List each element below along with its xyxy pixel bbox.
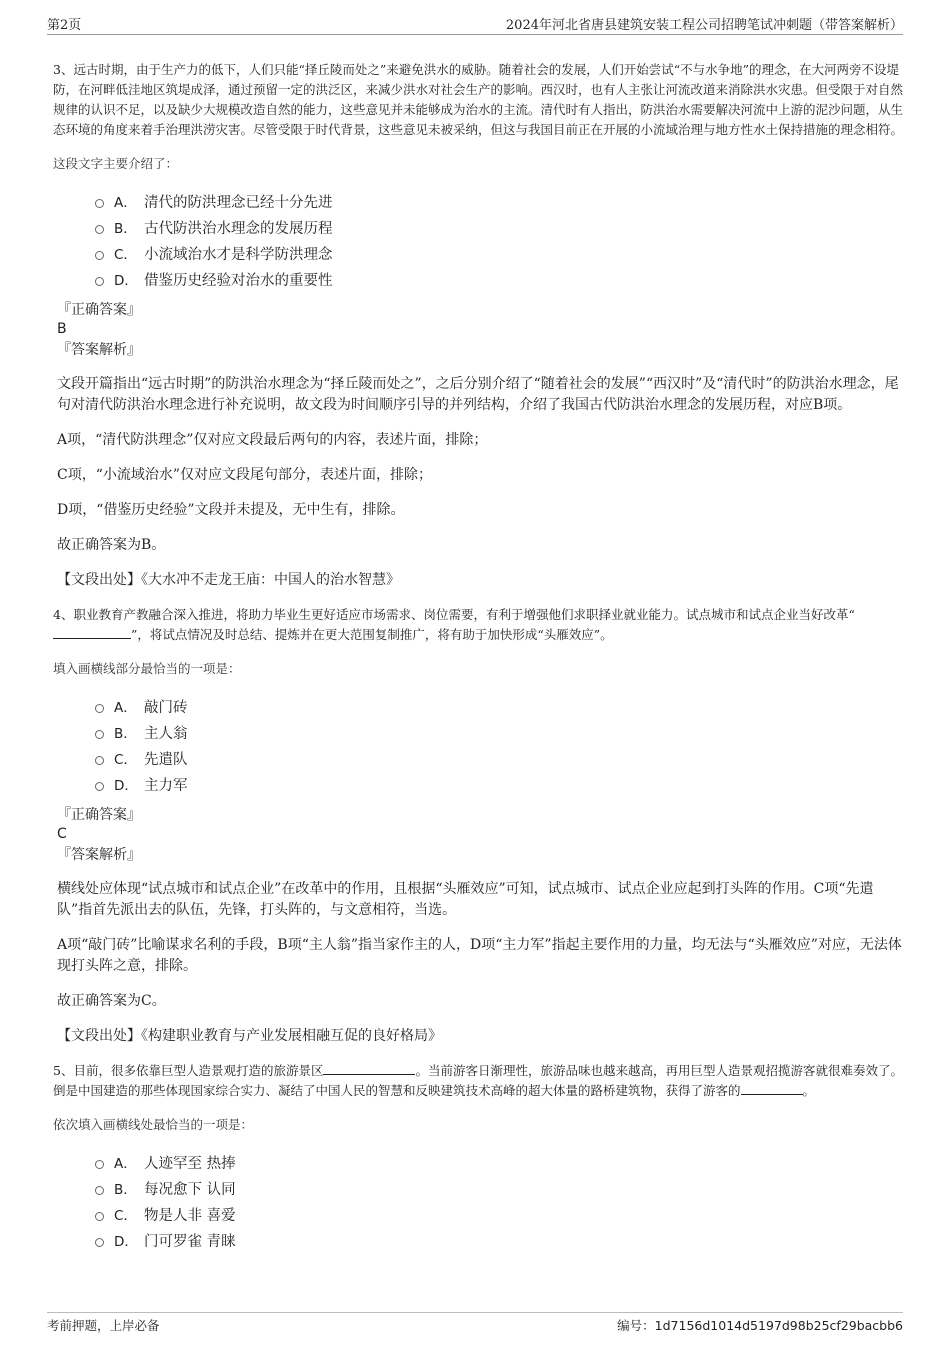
fill-blank xyxy=(323,1062,415,1075)
option-c[interactable]: C． 物是人非 喜爱 xyxy=(95,1201,903,1227)
radio-icon[interactable] xyxy=(95,756,104,765)
question-stem: 3、远古时期，由于生产力的低下，人们只能“择丘陵而处之”来避免洪水的威胁。随着社会的发展，人们开始尝试“不与水争地”的理念，在大河两旁不设堤防，在河畔低洼地区筑堤成泽，通过预留一定的洪泛区，来减少洪水对社会生产的影响。西汉时，也有人主张让河流改道来消除洪水灾患。但受限于对自然规律的认识不足，以及缺少大规模改造自然的能力，这些意见并未能够成为治水的主流。清代时有人指出，防洪治水需要解决河流中上游的泥沙问题，从生态环境的角度来着手治理洪涝灾害。尽管受限于时代背景，这些意见未被采纳，但这与我国目前正在开展的小流域治理与地方性水土保持措施的理念相符。 xyxy=(53,62,904,137)
analysis-tag: 『答案解析』 xyxy=(57,342,141,358)
option-c[interactable]: C． 小流域治水才是科学防洪理念 xyxy=(95,240,903,266)
radio-icon[interactable] xyxy=(95,1238,104,1247)
option-c[interactable]: C． 先遣队 xyxy=(95,745,903,771)
option-list xyxy=(95,1149,903,1253)
option-d[interactable]: D． 门可罗雀 青睐 xyxy=(95,1227,903,1253)
answer-value: C xyxy=(57,826,67,842)
radio-icon[interactable] xyxy=(95,1212,104,1221)
question-prompt: 依次填入画横线处最恰当的一项是： xyxy=(53,1117,254,1132)
page-footer xyxy=(47,1312,903,1337)
page-header xyxy=(47,12,903,35)
page-number: 第2页 xyxy=(47,18,82,33)
radio-icon[interactable] xyxy=(95,225,104,234)
option-list xyxy=(95,188,903,292)
document-code: 编号：1d7156d1014d5197d98b25cf29bacbb6 xyxy=(617,1318,903,1333)
radio-icon[interactable] xyxy=(95,251,104,260)
question-3 xyxy=(53,60,903,591)
option-d[interactable]: D． 借鉴历史经验对治水的重要性 xyxy=(95,266,903,292)
fill-blank xyxy=(741,1082,803,1095)
option-d[interactable]: D． 主力军 xyxy=(95,771,903,797)
analysis-paragraph: C项，“小流域治水”仅对应文段尾句部分，表述片面，排除； xyxy=(57,467,433,483)
source-citation: 【文段出处】《大水冲不走龙王庙：中国人的治水智慧》 xyxy=(57,572,400,588)
radio-icon[interactable] xyxy=(95,277,104,286)
question-prompt: 填入画横线部分最恰当的一项是： xyxy=(53,661,241,676)
radio-icon[interactable] xyxy=(95,782,104,791)
radio-icon[interactable] xyxy=(95,730,104,739)
answer-value: B xyxy=(57,321,67,337)
option-a[interactable]: A． 敲门砖 xyxy=(95,693,903,719)
radio-icon[interactable] xyxy=(95,1186,104,1195)
analysis-tag: 『答案解析』 xyxy=(57,847,141,863)
question-stem: 5、目前，很多依靠巨型人造景观打造的旅游景区 。当前游客日渐理性，旅游品味也越来越高，再用巨型人造景观招揽游客就很难奏效了。倒是中国建造的那些体现国家综合实力、凝结了中国人民的智慧和反映建筑技术高峰的超大体量的路桥建筑物，获得了游客的 。 xyxy=(53,1063,903,1098)
analysis-paragraph: A项，“清代防洪理念”仅对应文段最后两句的内容，表述片面，排除； xyxy=(57,432,488,448)
analysis-paragraph: 文段开篇指出“远古时期”的防洪治水理念为“择丘陵而处之”，之后分别介绍了“随着社会的发展”“西汉时”及“清代时”的防洪治水理念，尾句对清代防洪治水理念进行补充说明，故文段为时间顺序引导的并列结构，介绍了我国古代防洪治水理念的发展历程，对应B项。 xyxy=(57,376,899,413)
option-b[interactable]: B． 主人翁 xyxy=(95,719,903,745)
question-stem: 4、职业教育产教融合深入推进，将助力毕业生更好适应市场需求、岗位需要，有利于增强他们求职择业就业能力。试点城市和试点企业当好改革“”，将试点情况及时总结、提炼并在更大范围复制推广，将有助于加快形成“头雁效应”。 xyxy=(53,607,855,642)
question-prompt: 这段文字主要介绍了： xyxy=(53,156,179,171)
analysis-paragraph: D项，“借鉴历史经验”文段并未提及，无中生有，排除。 xyxy=(57,502,405,518)
question-4 xyxy=(53,605,903,1047)
option-b[interactable]: B． 古代防洪治水理念的发展历程 xyxy=(95,214,903,240)
radio-icon[interactable] xyxy=(95,199,104,208)
option-list xyxy=(95,693,903,797)
answer-tag: 『正确答案』 xyxy=(57,807,141,823)
answer-tag: 『正确答案』 xyxy=(57,302,141,318)
analysis-paragraph: 故正确答案为C。 xyxy=(57,993,166,1009)
source-citation: 【文段出处】《构建职业教育与产业发展相融互促的良好格局》 xyxy=(57,1028,442,1044)
radio-icon[interactable] xyxy=(95,1160,104,1169)
question-5 xyxy=(53,1061,903,1253)
fill-blank xyxy=(53,626,131,639)
document-title: 2024年河北省唐县建筑安装工程公司招聘笔试冲刺题（带答案解析） xyxy=(505,18,903,33)
analysis-paragraph: A项“敲门砖”比喻谋求名利的手段，B项“主人翁”指当家作主的人，D项“主力军”指起主要作用的力量，均无法与“头雁效应”对应，无法体现打头阵之意，排除。 xyxy=(57,937,902,974)
footer-slogan: 考前押题，上岸必备 xyxy=(47,1318,160,1333)
option-a[interactable]: A． 清代的防洪理念已经十分先进 xyxy=(95,188,903,214)
option-a[interactable]: A． 人迹罕至 热捧 xyxy=(95,1149,903,1175)
analysis-paragraph: 故正确答案为B。 xyxy=(57,537,166,553)
document-content xyxy=(53,60,903,1253)
radio-icon[interactable] xyxy=(95,704,104,713)
analysis-paragraph: 横线处应体现“试点城市和试点企业”在改革中的作用，且根据“头雁效应”可知，试点城市、试点企业应起到打头阵的作用。C项“先遣队”指首先派出去的队伍，先锋，打头阵的，与文意相符，当选。 xyxy=(57,881,874,918)
option-b[interactable]: B． 每况愈下 认同 xyxy=(95,1175,903,1201)
